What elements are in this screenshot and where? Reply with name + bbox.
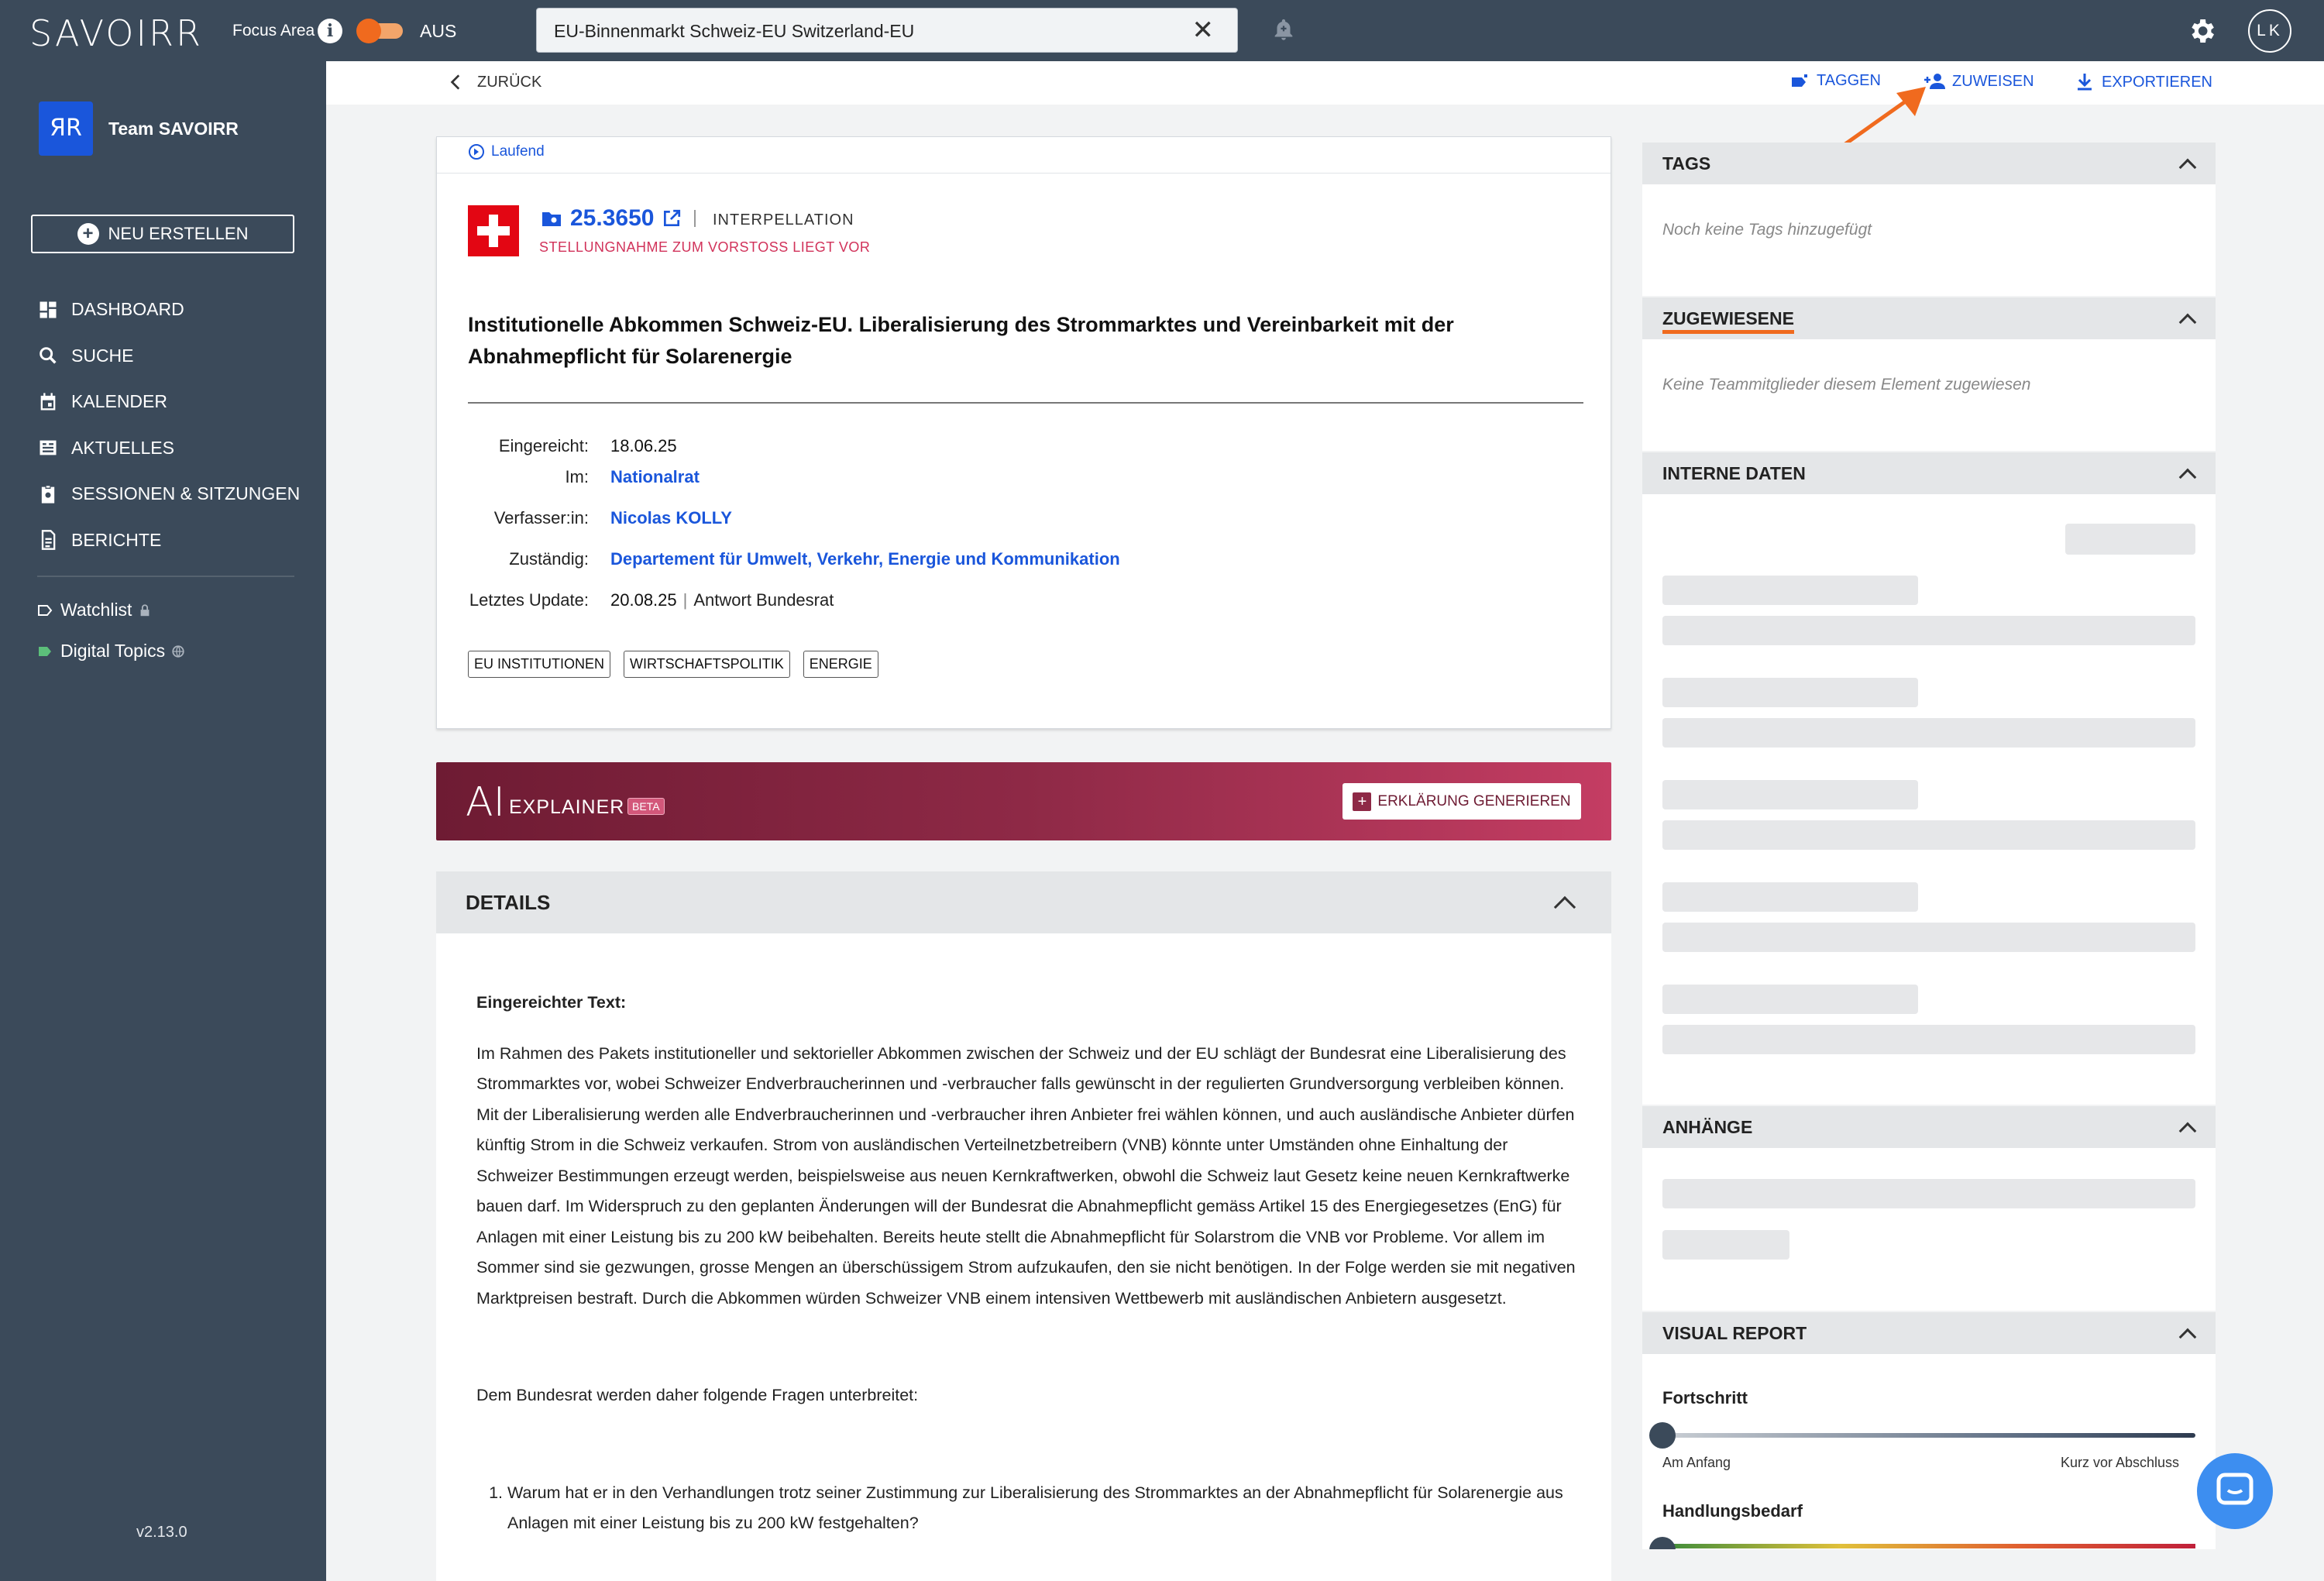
top-bar xyxy=(0,0,2324,61)
status-badge xyxy=(468,143,545,160)
app-logo[interactable]: SAVOIRR xyxy=(29,12,203,54)
visual-report-panel-header[interactable] xyxy=(1642,1312,2216,1354)
sidebar xyxy=(0,61,326,1581)
plus-square-icon: + xyxy=(1353,792,1371,811)
digital-topics-label: Digital Topics xyxy=(60,641,166,661)
news-icon xyxy=(37,437,59,459)
submitted-value: 18.06.25 xyxy=(610,436,677,455)
question-item: 1. Warum hat er in den Verhandlungen trotz seiner Zustimmung zur Liberalisierung des Strommarktes an der Abnahmepflicht für Solarenergie aus Anlagen mit einer Leistung bis zu 200 kW festgehalten? xyxy=(507,1478,1576,1539)
bell-icon[interactable] xyxy=(1270,17,1297,43)
ai-explainer-banner xyxy=(436,762,1611,840)
business-type: INTERPELLATION xyxy=(713,211,854,229)
external-link-icon[interactable] xyxy=(662,208,682,229)
action-need-slider-track[interactable] xyxy=(1662,1544,2195,1548)
team-switcher[interactable] xyxy=(39,101,239,156)
chevron-left-icon xyxy=(446,72,466,92)
loading-skeleton xyxy=(1662,616,2195,645)
folder-icon xyxy=(541,209,562,228)
topic-tag[interactable]: ENERGIE xyxy=(803,651,878,678)
search-icon xyxy=(37,345,59,366)
digital-topics-tag-icon xyxy=(37,644,53,659)
swiss-flag-icon xyxy=(468,205,519,256)
assigned-panel-title: ZUGEWIESENE xyxy=(1662,308,1794,328)
calendar-icon xyxy=(37,391,59,413)
download-icon xyxy=(2075,72,2094,92)
nav-item-suche[interactable] xyxy=(37,333,300,380)
business-number[interactable] xyxy=(541,205,696,232)
item-card xyxy=(436,136,1611,729)
separator: | xyxy=(682,590,688,610)
separator xyxy=(694,210,696,227)
business-number-label: 25.3650 xyxy=(570,205,655,231)
loading-skeleton xyxy=(1662,678,1918,707)
responsible-link[interactable]: Departement für Umwelt, Verkehr, Energie und Kommunikation xyxy=(610,549,1120,569)
assigned-highlight-underline xyxy=(1662,330,1794,334)
search-bar xyxy=(536,8,1238,53)
last-update-label: Letztes Update: xyxy=(469,590,589,610)
attachments-panel-title: ANHÄNGE xyxy=(1662,1117,1753,1137)
lock-icon xyxy=(138,603,152,617)
search-input[interactable] xyxy=(554,18,1174,44)
submitted-text-paragraph: Im Rahmen des Pakets institutioneller und sektorieller Abkommen zwischen der Schweiz und der EU schlägt der Bundesrat eine Liberalisierung des Strommarktes vor, wobei Schweizer Endverbraucherinnen und -verbraucher falls gewünscht in der regulierten Grundversorgung verbleiben können. Mit der Liberalisierung werden alle Endverbraucherinnen und -verbraucher ihren Anbieter frei wählen können, und auch ausländische Anbieter dürfen künftig Strom in die Schweiz verkaufen. Strom von ausländischen Verteilnetzbetreibern (VNB) könnte unter Umständen ohne Einhaltung der Schweizer Bestimmungen erzeugt werden, beispielsweise aus neuen Kernkraftwerken, obwohl die Schweiz laut Gesetz keine neuen Kernkraftwerke bauen darf. Im Widerspruch zu den geplanten Änderungen will der Bundesrat die Abnahmepflicht gemäss Artikel 15 des Energiegesetzes (EnG) für Anlagen mit einer Leistung bis zu 200 kW beibehalten. Bereits heute stellt die Abnahmepflicht für Solarstrom die VNB vor Probleme. Vor allem im Sommer sind sie gezwungen, grosse Mengen an überschüssigem Strom aufzukaufen, den sie nicht benötigen. In der Folge werden sie mit negativen Marktpreisen bestraft. Durch die Abkommen würden Schweizer VNB einem intensiven Wettbewerb mit ausländischen Anbietern ausgesetzt. xyxy=(476,1043,1576,1308)
topic-tag[interactable]: WIRTSCHAFTSPOLITIK xyxy=(624,651,790,678)
report-icon xyxy=(37,529,59,551)
questions-list xyxy=(507,1478,1576,1539)
sidebar-divider xyxy=(37,576,294,577)
tag-label: TAGGEN xyxy=(1817,72,1881,89)
loading-skeleton xyxy=(1662,882,1918,912)
main-nav xyxy=(37,287,300,563)
nav-label: DASHBOARD xyxy=(71,299,184,320)
dashboard-icon xyxy=(37,299,59,321)
details-section xyxy=(436,871,1611,1581)
team-logo-icon: ЯR xyxy=(39,101,93,156)
nav-item-sessionen[interactable] xyxy=(37,471,300,517)
app-version: v2.13.0 xyxy=(136,1524,187,1541)
new-create-button[interactable] xyxy=(31,215,294,253)
user-avatar[interactable]: LK xyxy=(2248,9,2291,53)
tags-empty-text: Noch keine Tags hinzugefügt xyxy=(1662,221,1872,239)
last-update-text: Antwort Bundesrat xyxy=(693,590,834,610)
export-button[interactable] xyxy=(2075,72,2212,92)
loading-skeleton xyxy=(1662,576,1918,605)
title-divider xyxy=(468,402,1583,404)
nav-label: SUCHE xyxy=(71,345,134,366)
tags-panel-header[interactable] xyxy=(1642,143,2216,184)
focus-area-label: Focus Area xyxy=(232,22,315,40)
details-header[interactable] xyxy=(436,871,1611,933)
chevron-up-icon[interactable] xyxy=(1554,896,1576,918)
item-title: Institutionelle Abkommen Schweiz-EU. Liberalisierung des Strommarktes und Vereinbarkeit mit der Abnahmepflicht für Solarenergie xyxy=(468,313,1454,368)
back-label: ZURÜCK xyxy=(477,73,542,91)
progress-slider-handle[interactable] xyxy=(1649,1422,1676,1449)
watchlist-tag-icon xyxy=(37,603,53,618)
attachments-panel-header[interactable] xyxy=(1642,1106,2216,1148)
team-name: Team SAVOIRR xyxy=(108,118,239,139)
nav-item-aktuelles[interactable] xyxy=(37,425,300,472)
item-metadata xyxy=(468,436,1120,631)
submitted-label: Eingereicht: xyxy=(498,436,589,455)
plus-circle-icon: + xyxy=(77,223,99,245)
vorstoss-status: STELLUNGNAHME ZUM VORSTOSS LIEGT VOR xyxy=(539,239,871,255)
nav-label: BERICHTE xyxy=(71,529,162,550)
assigned-empty-text: Keine Teammitglieder diesem Element zugewiesen xyxy=(1662,376,2031,394)
chamber-link[interactable]: Nationalrat xyxy=(610,467,700,486)
loading-skeleton xyxy=(1662,923,2195,952)
internal-data-panel-header[interactable] xyxy=(1642,452,2216,494)
chevron-up-icon[interactable] xyxy=(2179,159,2197,177)
nav-item-kalender[interactable] xyxy=(37,379,300,425)
submitted-text xyxy=(476,988,1576,1539)
loading-skeleton xyxy=(1662,1230,1789,1260)
export-label: EXPORTIEREN xyxy=(2102,73,2212,91)
loading-skeleton xyxy=(1662,985,1918,1014)
progress-min-label: Am Anfang xyxy=(1662,1455,1731,1470)
loading-skeleton xyxy=(1662,1179,2195,1208)
details-title: DETAILS xyxy=(466,890,551,914)
globe-icon xyxy=(171,644,185,658)
generate-explanation-button[interactable] xyxy=(1342,783,1581,820)
visual-report-panel-title: VISUAL REPORT xyxy=(1662,1323,1807,1343)
topic-tag[interactable]: EU INSTITUTIONEN xyxy=(468,651,610,678)
chamber-label: Im: xyxy=(565,467,589,486)
beta-badge: BETA xyxy=(627,798,665,815)
loading-skeleton xyxy=(1662,1025,2195,1054)
tags-panel-title: TAGS xyxy=(1662,153,1711,174)
nav-label: AKTUELLES xyxy=(71,437,174,458)
assign-button[interactable] xyxy=(1923,72,2034,91)
watchlist-label: Watchlist xyxy=(60,600,132,620)
loading-skeleton xyxy=(1662,718,2195,748)
info-icon[interactable]: i xyxy=(318,19,342,43)
last-update-date: 20.08.25 xyxy=(610,590,677,610)
digital-topics-item[interactable] xyxy=(37,641,185,662)
chat-bubble-icon xyxy=(2197,1453,2273,1529)
generate-explanation-label: ERKLÄRUNG GENERIEREN xyxy=(1377,792,1571,809)
loading-skeleton xyxy=(1662,780,1918,809)
ai-logo: AI xyxy=(466,779,505,826)
chevron-up-icon[interactable] xyxy=(2179,314,2197,332)
clear-search-icon[interactable]: ✕ xyxy=(1191,15,1214,45)
loading-skeleton xyxy=(2065,524,2195,555)
status-divider xyxy=(437,173,1611,174)
settings-gear-icon[interactable] xyxy=(2186,15,2217,46)
chevron-up-icon[interactable] xyxy=(2179,469,2197,486)
topic-tags xyxy=(468,651,892,678)
progress-slider-track[interactable] xyxy=(1662,1433,2195,1438)
nav-label: KALENDER xyxy=(71,391,167,412)
in-progress-icon xyxy=(468,143,485,160)
loading-skeleton xyxy=(1662,820,2195,850)
panel-bottom-edge xyxy=(1642,1549,2216,1581)
assign-label: ZUWEISEN xyxy=(1952,72,2034,90)
nav-label: SESSIONEN & SITZUNGEN xyxy=(71,483,301,504)
action-need-label: Handlungsbedarf xyxy=(1662,1501,1803,1521)
sessions-icon xyxy=(37,483,59,505)
progress-max-label: Kurz vor Abschluss xyxy=(2061,1455,2180,1470)
questions-intro: Dem Bundesrat werden daher folgende Fragen unterbreitet: xyxy=(476,1386,919,1404)
progress-label: Fortschritt xyxy=(1662,1388,1748,1407)
author-label: Verfasser:in: xyxy=(493,508,589,528)
chevron-up-icon[interactable] xyxy=(2179,1328,2197,1346)
chevron-up-icon[interactable] xyxy=(2179,1122,2197,1140)
ai-explainer-label: EXPLAINER xyxy=(509,796,625,818)
back-button[interactable] xyxy=(446,72,541,92)
submitted-text-heading: Eingereichter Text: xyxy=(476,993,627,1012)
help-chat-button[interactable] xyxy=(2197,1453,2273,1529)
responsible-label: Zuständig: xyxy=(509,549,589,569)
focus-area-toggle[interactable] xyxy=(356,19,406,43)
watchlist-item[interactable] xyxy=(37,600,152,620)
status-label: Laufend xyxy=(491,143,545,160)
author-link[interactable]: Nicolas KOLLY xyxy=(610,508,732,528)
internal-data-panel-title: INTERNE DATEN xyxy=(1662,463,1806,483)
nav-item-dashboard[interactable] xyxy=(37,287,300,333)
focus-area-toggle-label: AUS xyxy=(420,21,457,41)
nav-item-berichte[interactable] xyxy=(37,517,300,564)
new-create-label: NEU ERSTELLEN xyxy=(108,224,249,243)
